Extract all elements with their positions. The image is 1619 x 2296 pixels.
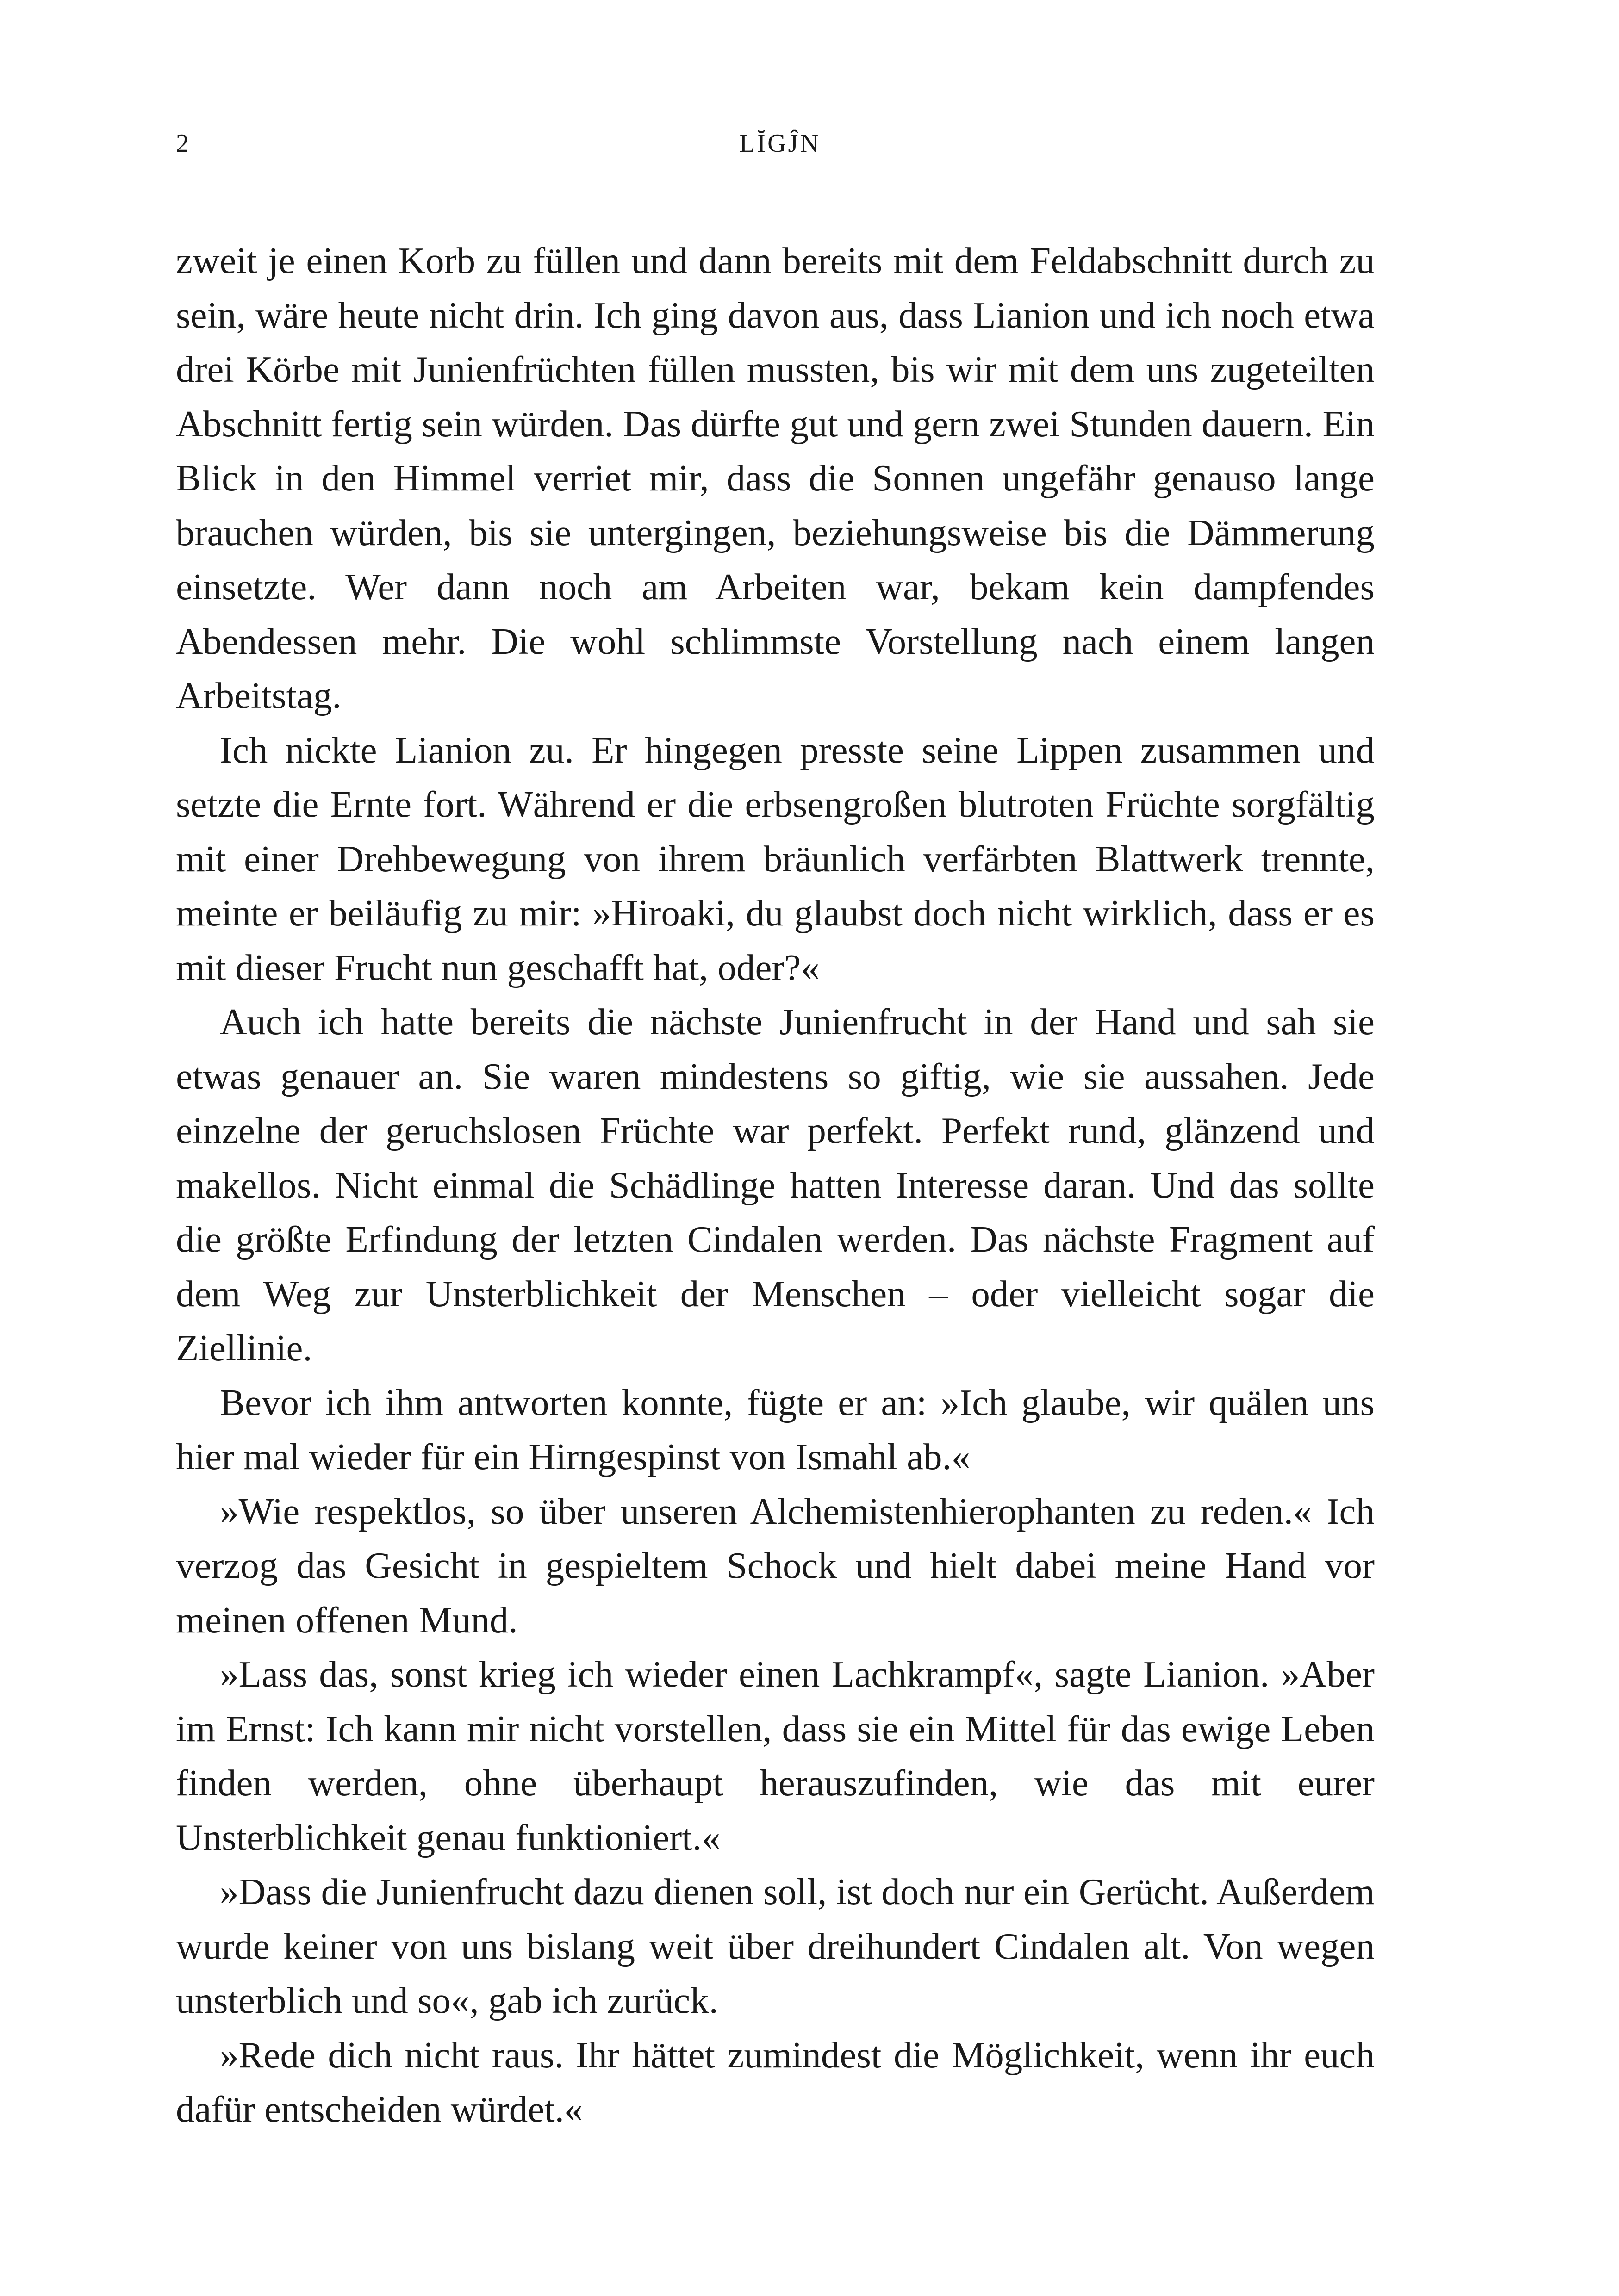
paragraph: »Dass die Junienfrucht dazu dienen soll, ist doch nur ein Gerücht. Außerdem wurde keiner von uns bislang weit über dreihundert Cindalen alt. Von wegen unsterblich und so«, gab ich zurück.: [176, 1871, 1375, 2021]
paragraph: »Wie respektlos, so über unseren Alchemistenhierophanten zu reden.« Ich verzog das Gesicht in gespieltem Schock und hielt dabei meine Hand vor meinen offenen Mund.: [176, 1490, 1375, 1641]
paragraph: »Lass das, sonst krieg ich wieder einen Lachkrampf«, sagte Lianion. »Aber im Ernst: Ich kann mir nicht vorstellen, dass sie ein Mittel für das ewige Leben finden werden, ohne überhaupt herauszufinden, wie das mit eurer Unsterblichkeit genau funktioniert.«: [176, 1653, 1375, 1858]
body-text: [176, 234, 1375, 2137]
paragraph: Bevor ich ihm antworten konnte, fügte er an: »Ich glaube, wir quälen uns hier mal wieder für ein Hirngespinst von Ismahl ab.«: [176, 1381, 1375, 1477]
paragraph: zweit je einen Korb zu füllen und dann bereits mit dem Feldabschnitt durch zu sein, wäre heute nicht drin. Ich ging davon aus, dass Lianion und ich noch etwa drei Körbe mit Junienfrüchten füllen mussten, bis wir mit dem uns zugeteilten Abschnitt fertig sein würden. Das dürfte gut und gern zwei Stunden dauern. Ein Blick in den Himmel verriet mir, dass die Sonnen ungefähr genauso lange brauchen würden, bis sie untergingen, beziehungsweise bis die Dämmerung einsetzte. Wer dann noch am Arbeiten war, bekam kein dampfendes Abendessen mehr. Die wohl schlimmste Vorstellung nach einem langen Arbeitstag.: [176, 240, 1375, 716]
page-number: 2: [176, 129, 189, 158]
running-title: LĬGĴN: [739, 129, 821, 158]
running-head: [176, 125, 1384, 162]
paragraph: Ich nickte Lianion zu. Er hingegen presste seine Lippen zusammen und setzte die Ernte fort. Während er die erbsengroßen blutroten Früchte sorgfältig mit einer Drehbewegung von ihrem bräunlich verfärbten Blattwerk trennte, meinte er beiläufig zu mir: »Hiroaki, du glaubst doch nicht wirklich, dass er es mit dieser Frucht nun geschafft hat, oder?«: [176, 729, 1375, 988]
paragraph: »Rede dich nicht raus. Ihr hättet zumindest die Möglichkeit, wenn ihr euch dafür entscheiden würdet.«: [176, 2034, 1375, 2130]
paragraph: Auch ich hatte bereits die nächste Junienfrucht in der Hand und sah sie etwas genauer an. Sie waren mindestens so giftig, wie sie aussahen. Jede einzelne der geruchslosen Früchte war perfekt. Perfekt rund, glänzend und makellos. Nicht einmal die Schädlinge hatten Interesse daran. Und das sollte die größte Erfindung der letzten Cindalen werden. Das nächste Fragment auf dem Weg zur Unsterblichkeit der Menschen – oder vielleicht sogar die Ziellinie.: [176, 1001, 1375, 1369]
